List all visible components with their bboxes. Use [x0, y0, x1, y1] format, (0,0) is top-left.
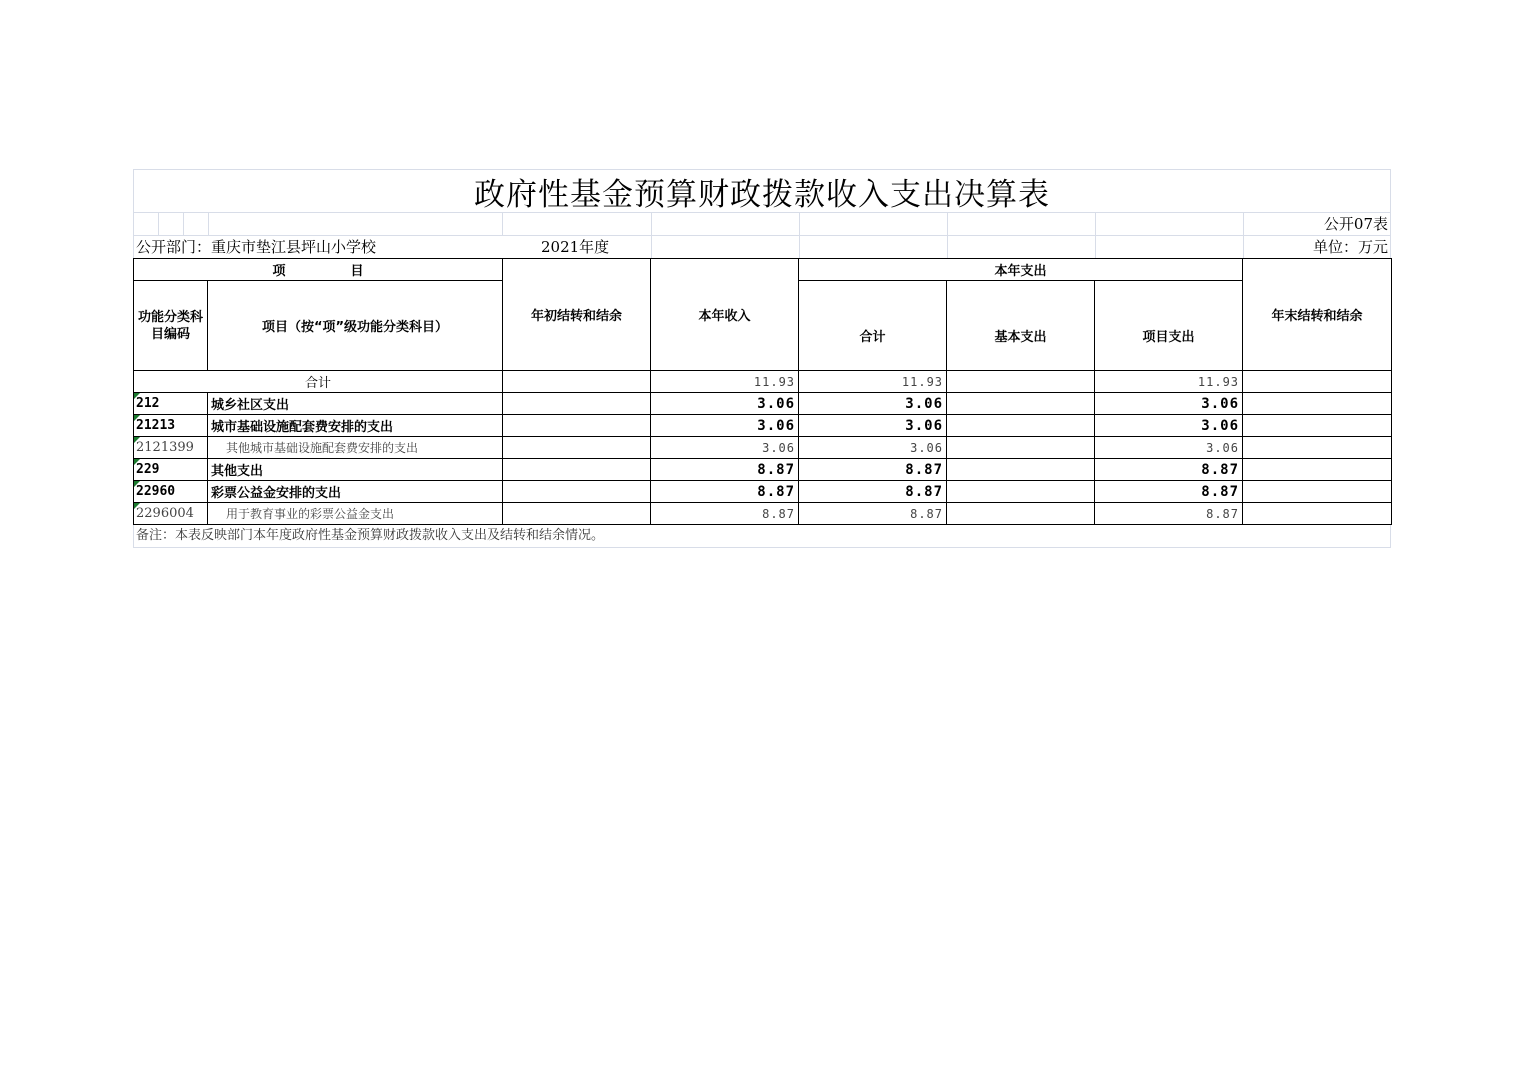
unit-label: 单位：万元 [1312, 238, 1388, 256]
cell-name: 城市基础设施配套费安排的支出 [208, 415, 503, 437]
cell-begin-balance [503, 481, 651, 503]
cell-income: 3.06 [651, 393, 799, 415]
cell-end-balance [1243, 437, 1392, 459]
gridline [947, 236, 948, 258]
table-row [134, 437, 1392, 459]
cell-name: 彩票公益金安排的支出 [208, 481, 503, 503]
department-row [134, 236, 1390, 258]
header-project-name: 项目（按“项”级功能分类科目） [208, 281, 503, 371]
cell-income: 8.87 [651, 459, 799, 481]
cell-total: 8.87 [799, 503, 947, 525]
sheet-header-area [133, 169, 1391, 258]
code-text: 212 [136, 396, 160, 411]
gridline [799, 236, 800, 258]
cell-project-exp: 3.06 [1095, 393, 1243, 415]
cell-marker-icon [134, 437, 140, 443]
cell-end-balance [1243, 503, 1392, 525]
cell-end-balance [1243, 415, 1392, 437]
cell-name: 城乡社区支出 [208, 393, 503, 415]
page-title: 政府性基金预算财政拨款收入支出决算表 [474, 176, 1050, 213]
cell-name: 用于教育事业的彩票公益金支出 [208, 503, 503, 525]
department-label: 公开部门：重庆市垫江县坪山小学校 [136, 238, 377, 256]
table-id: 公开07表 [1323, 215, 1388, 233]
table-note [133, 525, 1391, 548]
cell-basic [947, 437, 1095, 459]
total-row [134, 371, 1392, 393]
cell-end-balance [1243, 393, 1392, 415]
gridline [208, 213, 209, 235]
table-row [134, 481, 1392, 503]
gridline [947, 213, 948, 235]
cell-income: 3.06 [651, 437, 799, 459]
table-row [134, 503, 1392, 525]
cell-code [134, 459, 208, 481]
gridline [651, 236, 652, 258]
cell-basic [947, 481, 1095, 503]
cell-project-exp: 3.06 [1095, 437, 1243, 459]
cell-basic [947, 415, 1095, 437]
gridline [1243, 213, 1244, 235]
cell-name: 其他支出 [208, 459, 503, 481]
header-row-1 [134, 259, 1392, 281]
cell-total: 3.06 [799, 437, 947, 459]
cell-basic [947, 503, 1095, 525]
table-row [134, 459, 1392, 481]
cell-project-exp: 11.93 [1095, 371, 1243, 393]
table-row [134, 415, 1392, 437]
header-end-balance: 年末结转和结余 [1243, 259, 1392, 371]
cell-end-balance [1243, 371, 1392, 393]
header-expenditure: 本年支出 [799, 259, 1243, 281]
cell-code [134, 503, 208, 525]
header-begin-balance: 年初结转和结余 [503, 259, 651, 371]
gridline [1243, 236, 1244, 258]
cell-marker-icon [134, 481, 140, 487]
cell-total: 11.93 [799, 371, 947, 393]
gridline [1095, 213, 1096, 235]
cell-begin-balance [503, 393, 651, 415]
cell-begin-balance [503, 415, 651, 437]
cell-income: 3.06 [651, 415, 799, 437]
cell-project-exp: 8.87 [1095, 481, 1243, 503]
gridline [1095, 236, 1096, 258]
cell-project-exp: 8.87 [1095, 459, 1243, 481]
year-label: 2021年度 [541, 238, 610, 256]
cell-end-balance [1243, 481, 1392, 503]
cell-begin-balance [503, 503, 651, 525]
header-total: 合计 [799, 281, 947, 371]
table-id-row [134, 213, 1390, 236]
cell-code [134, 481, 208, 503]
cell-marker-icon [134, 393, 140, 399]
budget-sheet [133, 169, 1391, 548]
table-row [134, 393, 1392, 415]
code-text: 21213 [136, 418, 176, 433]
gridline [799, 213, 800, 235]
total-label: 合计 [134, 371, 503, 393]
code-text: 229 [136, 462, 160, 477]
cell-code [134, 415, 208, 437]
cell-basic [947, 393, 1095, 415]
note-text: 备注：本表反映部门本年度政府性基金预算财政拨款收入支出及结转和结余情况。 [136, 528, 605, 543]
cell-begin-balance [503, 437, 651, 459]
code-text: 22960 [136, 484, 176, 499]
cell-code [134, 437, 208, 459]
code-text: 2121399 [136, 440, 194, 455]
cell-total: 8.87 [799, 459, 947, 481]
budget-table [133, 258, 1392, 525]
cell-income: 11.93 [651, 371, 799, 393]
header-project: 项 目 [134, 259, 503, 281]
gridline [651, 213, 652, 235]
cell-begin-balance [503, 371, 651, 393]
cell-total: 3.06 [799, 415, 947, 437]
cell-end-balance [1243, 459, 1392, 481]
cell-income: 8.87 [651, 481, 799, 503]
gridline [183, 213, 184, 235]
cell-basic [947, 459, 1095, 481]
gridline [158, 213, 159, 235]
cell-total: 3.06 [799, 393, 947, 415]
cell-income: 8.87 [651, 503, 799, 525]
cell-project-exp: 3.06 [1095, 415, 1243, 437]
gridline [502, 213, 503, 235]
header-income: 本年收入 [651, 259, 799, 371]
header-func-code: 功能分类科目编码 [134, 281, 208, 371]
cell-code [134, 393, 208, 415]
code-text: 2296004 [136, 506, 194, 521]
header-project-exp: 项目支出 [1095, 281, 1243, 371]
cell-project-exp: 8.87 [1095, 503, 1243, 525]
cell-begin-balance [503, 459, 651, 481]
cell-marker-icon [134, 415, 140, 421]
cell-basic [947, 371, 1095, 393]
header-basic: 基本支出 [947, 281, 1095, 371]
cell-marker-icon [134, 459, 140, 465]
cell-marker-icon [134, 503, 140, 509]
cell-total: 8.87 [799, 481, 947, 503]
title-row [134, 170, 1390, 213]
cell-name: 其他城市基础设施配套费安排的支出 [208, 437, 503, 459]
